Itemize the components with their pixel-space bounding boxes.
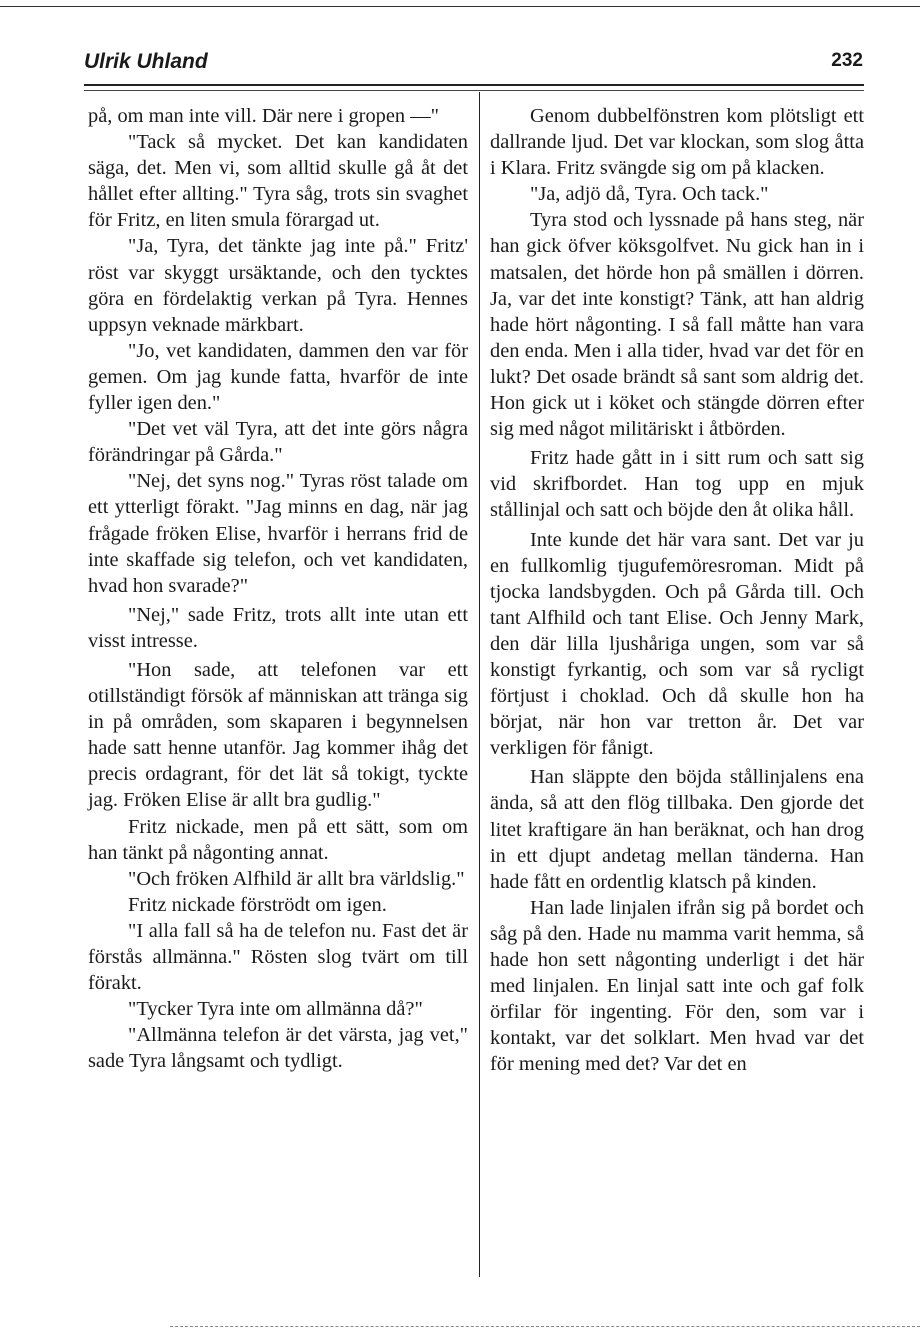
paragraph: Han lade linjalen ifrån sig på bordet och såg på den. Hade nu mamma varit hemma, så hade hon sett någonting underligt i det här med linjalen. En linjal satt inte och gaf folk örfilar för ingenting. För den, som var i kontakt, var det solklart. Men hvad var det för mening med det? Var det en (490, 896, 864, 1076)
paragraph: "Jo, vet kandidaten, dammen den var för gemen. Om jag kunde fatta, hvarför de inte fyller igen den." (88, 339, 468, 415)
paragraph: Fritz nickade, men på ett sätt, som om han tänkt på någonting annat. (88, 815, 468, 864)
header-rule-thin (84, 90, 864, 91)
paragraph: "I alla fall så ha de telefon nu. Fast det är förstås allmänna." Rösten slog tvärt om till förakt. (88, 919, 468, 995)
author-name: Ulrik Uhland (84, 50, 208, 73)
page-number: 232 (831, 50, 863, 71)
left-column (88, 103, 468, 1074)
paragraph: "Ja, adjö då, Tyra. Och tack." (530, 183, 769, 206)
right-column (490, 103, 864, 1077)
paragraph: "Nej," sade Fritz, trots allt inte utan ett visst intresse. (88, 603, 468, 652)
paragraph: Han släppte den böjda stållinjalens ena ända, så att den flög tillbaka. Den gjorde det litet kraftigare än han beräknat, och han drog in ett djupt andetag mellan tänderna. Han hade fått en ordentlig klatsch på kinden. (490, 766, 864, 893)
paragraph: "Hon sade, att telefonen var ett otillständigt försök af människan att tränga sig in på områden, som skaparen i begynnelsen hade satt henne utanför. Jag kommer ihåg det precis ordagrant, för det lät så tokigt, tyckte jag. Fröken Elise är allt bra gudlig." (88, 658, 468, 812)
paragraph: Fritz nickade förströdt om igen. (128, 893, 387, 916)
paragraph: "Nej, det syns nog." Tyras röst talade om ett ytterligt förakt. "Jag minns en dag, när jag frågade fröken Elise, hvarför i herrans frid de inte skaffade sig telefon, och vet kandidaten, hvad hon svarade?" (88, 470, 468, 597)
paragraph: Tyra stod och lyssnade på hans steg, när han gick öfver köksgolfvet. Nu gick han in i matsalen, det hörde hon på smällen i dörren. Ja, var det inte konstigt? Tänk, att han aldrig hade hört någonting. I så fall måtte han vara den enda. Men i alla tider, hvad var det för en lukt? Det osade brändt så sant som aldrig det. Hon gick ut i köket och stängde dörren efter sig med något militäriskt i åtbörden. (490, 209, 864, 441)
paragraph: "Tycker Tyra inte om allmänna då?" (128, 998, 423, 1021)
running-header (84, 50, 863, 80)
paragraph: "Allmänna telefon är det värsta, jag vet," sade Tyra långsamt och tydligt. (88, 1024, 468, 1073)
paragraph: "Och fröken Alfhild är allt bra världslig." (128, 867, 465, 890)
top-border-rule (0, 6, 920, 7)
column-divider (479, 92, 480, 1277)
paragraph: "Ja, Tyra, det tänkte jag inte på." Fritz' röst var skyggt ursäktande, och den tycktes göra en fördelaktig verkan på Tyra. Hennes uppsyn veknade märkbart. (88, 235, 468, 336)
header-rule (84, 84, 864, 86)
paragraph: Genom dubbelfönstren kom plötsligt ett dallrande ljud. Det var klockan, som slog åtta i Klara. Fritz svängde sig om på klacken. (490, 105, 864, 180)
paragraph: "Tack så mycket. Det kan kandidaten säga, det. Men vi, som alltid skulle gå åt det hållet efter allting." Tyra såg, trots sin svaghet för Fritz, en liten smula förargad ut. (88, 131, 468, 232)
paragraph: "Det vet väl Tyra, att det inte görs några förändringar på Gårda." (88, 418, 468, 467)
paragraph: Inte kunde det här vara sant. Det var ju en fullkomlig tjugufemöresroman. Midt på tjocka landsbygden. Och på Gårda till. Och tant Alfhild och tant Elise. Och Jenny Mark, den där lilla ljushåriga ungen, som var så konstigt fyrkantig, och som var så ryсligt förtjust i choklad. Och då skulle hon ha börjat, när hon var tretton år. Det var verkligen för fånigt. (490, 528, 864, 760)
paragraph: på, om man inte vill. Där nere i gropen —" (88, 105, 439, 127)
paragraph: Fritz hade gått in i sitt rum och satt sig vid skrifbordet. Han tog upp en mjuk stållinjal och satt och böjde den åt olika håll. (490, 447, 864, 522)
bottom-border-rule (170, 1326, 920, 1327)
